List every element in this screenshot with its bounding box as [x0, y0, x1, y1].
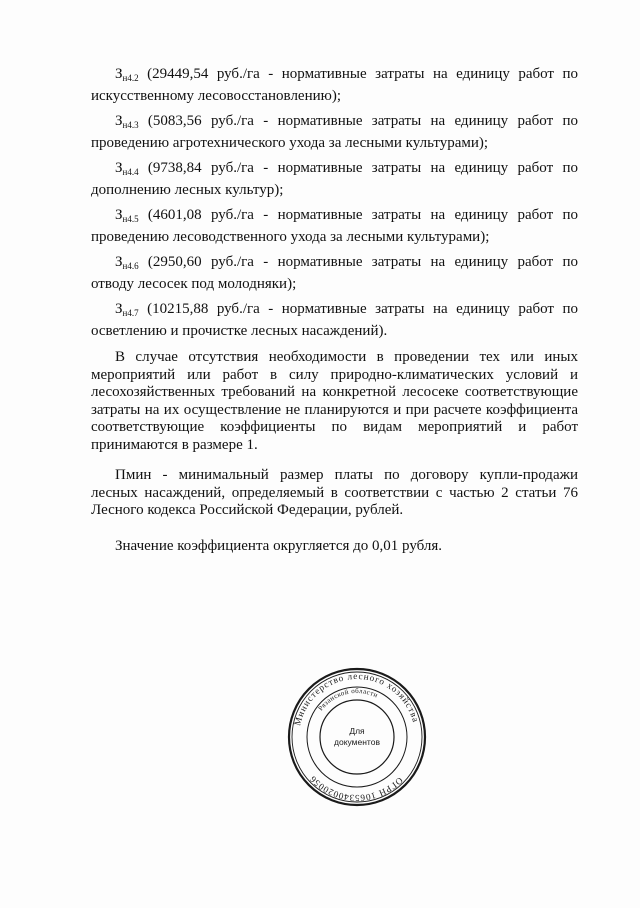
seal-outer-text: Министерство лесного хозяйства: [292, 670, 422, 727]
cost-symbol: З: [115, 301, 123, 317]
paragraph-absence: [91, 349, 578, 454]
cost-item-4-6: [91, 254, 578, 293]
cost-subscript: н4.5: [122, 214, 139, 224]
paragraph-rounding: [91, 538, 578, 556]
cost-item-first-line: (9738,84 руб./га - нормативные затраты на единицу работ по: [147, 160, 578, 176]
cost-item-4-3: [91, 113, 578, 152]
cost-item-4-2: [91, 66, 578, 105]
cost-item-4-7: [91, 301, 578, 340]
official-seal: [287, 667, 427, 807]
paragraph-absence-first-line: В случае отсутствия необходимости в проведении тех или иных: [115, 349, 578, 365]
seal-center-line2: документов: [334, 737, 380, 747]
cost-item-4-4: [91, 160, 578, 199]
paragraph-pmin-first-line: Пмин - минимальный размер платы по договору купли-продажи: [115, 467, 578, 483]
cost-item-first-line: (2950,60 руб./га - нормативные затраты на единицу работ по: [147, 254, 578, 270]
cost-item-rest: проведению лесоводственного ухода за лесными культурами);: [91, 228, 490, 245]
cost-item-rest: отводу лесосек под молодняки);: [91, 275, 297, 292]
paragraph-absence-rest: мероприятий или работ в силу природно-климатических условий и лесохозяйственных требований на конкретной лесосеке соответствующие затраты на их осуществление не планируются и при расчете коэффициента соответствующие коэффициенты по видам мероприятий и работ принимаются в размере 1.: [91, 366, 578, 453]
cost-symbol: З: [115, 254, 123, 270]
paragraph-rounding-text: Значение коэффициента округляется до 0,01 рубля.: [115, 538, 443, 554]
seal-region-text: Рязанской области: [316, 686, 380, 713]
cost-symbol: З: [115, 113, 123, 129]
cost-subscript: н4.3: [122, 120, 139, 130]
cost-item-first-line: (4601,08 руб./га - нормативные затраты на единицу работ по: [147, 207, 578, 223]
cost-item-first-line: (5083,56 руб./га - нормативные затраты на единицу работ по: [147, 113, 578, 129]
seal-ogrn-text: ОГРН 1065340020056: [307, 773, 405, 804]
cost-item-rest: осветлению и прочистке лесных насаждений).: [91, 322, 388, 339]
cost-item-first-line: (10215,88 руб./га - нормативные затраты на единицу работ по: [147, 301, 578, 317]
cost-item-rest: искусственному лесовосстановлению);: [91, 87, 342, 104]
cost-item-4-5: [91, 207, 578, 246]
cost-symbol: З: [115, 160, 123, 176]
paragraph-pmin: [91, 467, 578, 520]
cost-subscript: н4.7: [122, 308, 139, 318]
cost-item-rest: проведению агротехнического ухода за лесными культурами);: [91, 134, 489, 151]
cost-item-first-line: (29449,54 руб./га - нормативные затраты на единицу работ по: [147, 66, 578, 82]
cost-subscript: н4.6: [122, 261, 139, 271]
cost-subscript: н4.2: [122, 73, 139, 83]
cost-item-rest: дополнению лесных культур);: [91, 181, 284, 198]
cost-subscript: н4.4: [122, 167, 139, 177]
cost-symbol: З: [115, 207, 123, 223]
cost-symbol: З: [115, 66, 123, 82]
paragraph-pmin-rest: лесных насаждений, определяемый в соответствии с частью 2 статьи 76 Лесного кодекса Российской Федерации, рублей.: [91, 484, 578, 518]
seal-center-line1: Для: [349, 726, 365, 736]
